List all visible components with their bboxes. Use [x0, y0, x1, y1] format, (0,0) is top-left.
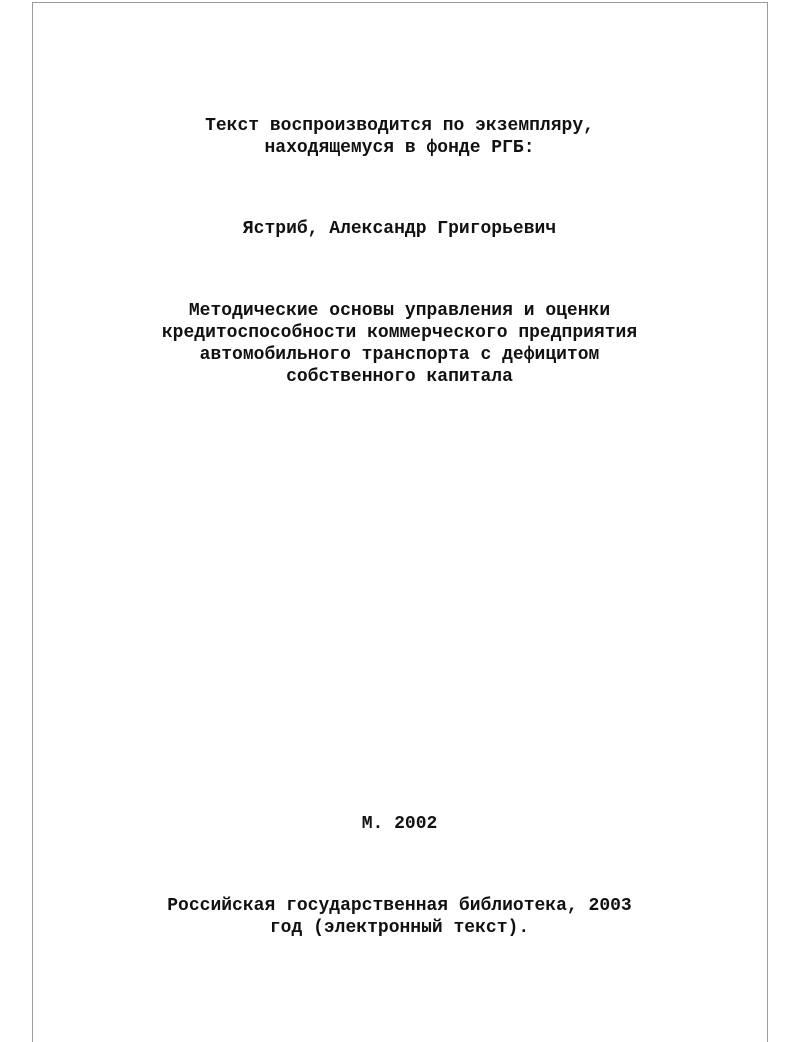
- title-line-4: собственного капитала: [286, 367, 513, 387]
- author-name: [0, 218, 799, 240]
- title-line-1: Методические основы управления и оценки: [188, 301, 611, 321]
- author-line: Ястриб, Александр Григорьевич: [242, 219, 557, 239]
- footer-line-1: Российская государственная библиотека, 2003: [167, 896, 632, 916]
- title-line-3: автомобильного транспорта с дефицитом: [199, 345, 600, 365]
- place-year-line: М. 2002: [361, 814, 438, 834]
- place-and-year: [0, 813, 799, 835]
- document-title: [0, 300, 799, 388]
- title-line-2: кредитоспособности коммерческого предприятия: [161, 323, 638, 343]
- footer-line-2: год (электронный текст).: [269, 918, 530, 938]
- library-footer: [0, 895, 799, 939]
- notice-line-1: Текст воспроизводится по экземпляру,: [205, 116, 594, 136]
- notice-line-2: находящемуся в фонде РГБ:: [264, 138, 535, 158]
- reproduction-notice: [0, 115, 799, 159]
